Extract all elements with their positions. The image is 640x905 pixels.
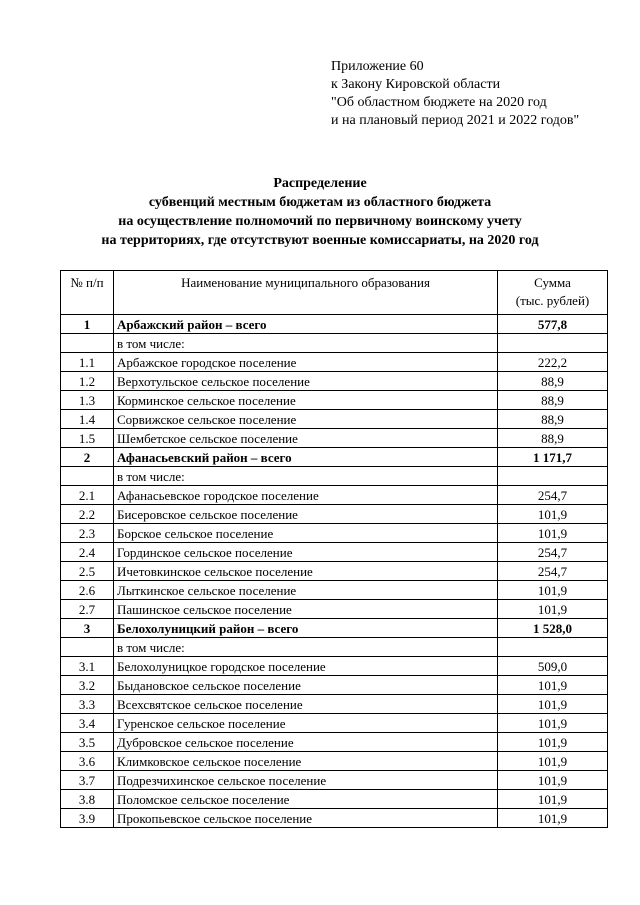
table-row [61,809,608,828]
row-number: 1.3 [61,391,114,410]
row-name: Подрезчихинское сельское поселение [114,771,498,790]
row-name: Поломское сельское поселение [114,790,498,809]
table-row [61,638,608,657]
header-sum-line2: (тыс. рублей) [515,293,590,308]
row-number: 3.7 [61,771,114,790]
row-number: 2.4 [61,543,114,562]
row-number [61,467,114,486]
row-number: 2.5 [61,562,114,581]
table-header-row [61,271,608,315]
header-sum [498,271,608,315]
row-sum: 88,9 [498,391,608,410]
row-name: Борское сельское поселение [114,524,498,543]
row-number: 1.1 [61,353,114,372]
table-row [61,467,608,486]
row-sum: 222,2 [498,353,608,372]
row-number: 1 [61,315,114,334]
row-name: Прокопьевское сельское поселение [114,809,498,828]
row-name: Бисеровское сельское поселение [114,505,498,524]
row-name: Корминское сельское поселение [114,391,498,410]
row-name: Быдановское сельское поселение [114,676,498,695]
table-row [61,372,608,391]
row-name: в том числе: [114,638,498,657]
title-line: Распределение [273,176,367,191]
table-row [61,505,608,524]
row-number: 3.8 [61,790,114,809]
row-sum: 101,9 [498,695,608,714]
row-name: Всехсвятское сельское поселение [114,695,498,714]
table-row [61,334,608,353]
row-sum: 254,7 [498,543,608,562]
district-total-row [61,315,608,334]
table-row [61,695,608,714]
table-row [61,676,608,695]
row-number: 2.7 [61,600,114,619]
row-sum: 509,0 [498,657,608,676]
document-title [0,174,640,250]
row-sum: 101,9 [498,752,608,771]
row-sum: 101,9 [498,733,608,752]
row-number: 2 [61,448,114,467]
table-row [61,733,608,752]
table-row [61,410,608,429]
row-sum: 1 528,0 [498,619,608,638]
row-sum: 254,7 [498,562,608,581]
table-row [61,790,608,809]
row-name: Афанасьевский район – всего [114,448,498,467]
row-name: Шембетское сельское поселение [114,429,498,448]
row-number: 3.9 [61,809,114,828]
table-row [61,524,608,543]
appendix-line: "Об областном бюджете на 2020 год [331,95,547,110]
row-name: Белохолуницкое городское поселение [114,657,498,676]
row-name: Гуренское сельское поселение [114,714,498,733]
row-name: в том числе: [114,467,498,486]
table-row [61,752,608,771]
row-sum: 1 171,7 [498,448,608,467]
row-number: 2.3 [61,524,114,543]
row-sum: 88,9 [498,372,608,391]
row-name: Арбажское городское поселение [114,353,498,372]
table-row [61,486,608,505]
appendix-line: и на плановый период 2021 и 2022 годов" [331,113,580,128]
appendix-line: Приложение 60 [331,59,424,74]
row-name: в том числе: [114,334,498,353]
row-name: Сорвижское сельское поселение [114,410,498,429]
row-number: 1.2 [61,372,114,391]
title-line: на территориях, где отсутствуют военные комиссариаты, на 2020 год [101,233,539,248]
table-row [61,714,608,733]
row-number: 1.4 [61,410,114,429]
table-row [61,562,608,581]
row-number: 2.6 [61,581,114,600]
row-sum: 101,9 [498,676,608,695]
row-number: 3.2 [61,676,114,695]
district-total-row [61,448,608,467]
row-number: 3.3 [61,695,114,714]
row-sum: 88,9 [498,429,608,448]
row-sum: 101,9 [498,714,608,733]
table-row [61,353,608,372]
row-name: Верхотульское сельское поселение [114,372,498,391]
row-number: 3.6 [61,752,114,771]
table-row [61,543,608,562]
row-name: Белохолуницкий район – всего [114,619,498,638]
header-number: № п/п [61,271,114,315]
row-number [61,638,114,657]
row-sum [498,334,608,353]
row-number: 2.2 [61,505,114,524]
district-total-row [61,619,608,638]
row-sum: 254,7 [498,486,608,505]
table-row [61,391,608,410]
table-row [61,657,608,676]
row-number: 3.5 [61,733,114,752]
row-name: Ичетовкинское сельское поселение [114,562,498,581]
row-sum: 101,9 [498,600,608,619]
row-sum: 101,9 [498,790,608,809]
row-name: Афанасьевское городское поселение [114,486,498,505]
appendix-line: к Закону Кировской области [331,77,501,92]
row-name: Климковское сельское поселение [114,752,498,771]
row-sum [498,467,608,486]
row-number: 3 [61,619,114,638]
row-sum: 88,9 [498,410,608,429]
row-name: Лыткинское сельское поселение [114,581,498,600]
title-line: субвенций местным бюджетам из областного бюджета [148,195,492,210]
row-name: Арбажский район – всего [114,315,498,334]
table-row [61,600,608,619]
title-line: на осуществление полномочий по первичному воинскому учету [118,214,522,229]
row-name: Пашинское сельское поселение [114,600,498,619]
row-number [61,334,114,353]
row-name: Дубровское сельское поселение [114,733,498,752]
row-sum: 101,9 [498,771,608,790]
table-row [61,581,608,600]
header-name: Наименование муниципального образования [114,271,498,315]
row-sum: 101,9 [498,524,608,543]
row-sum: 577,8 [498,315,608,334]
row-number: 3.1 [61,657,114,676]
table-row [61,771,608,790]
table-row [61,429,608,448]
header-sum-line1: Сумма [534,275,571,290]
row-name: Гординское сельское поселение [114,543,498,562]
row-sum: 101,9 [498,809,608,828]
row-sum: 101,9 [498,505,608,524]
row-sum [498,638,608,657]
row-sum: 101,9 [498,581,608,600]
appendix-header [331,58,579,130]
row-number: 2.1 [61,486,114,505]
row-number: 3.4 [61,714,114,733]
budget-table [60,270,608,828]
row-number: 1.5 [61,429,114,448]
